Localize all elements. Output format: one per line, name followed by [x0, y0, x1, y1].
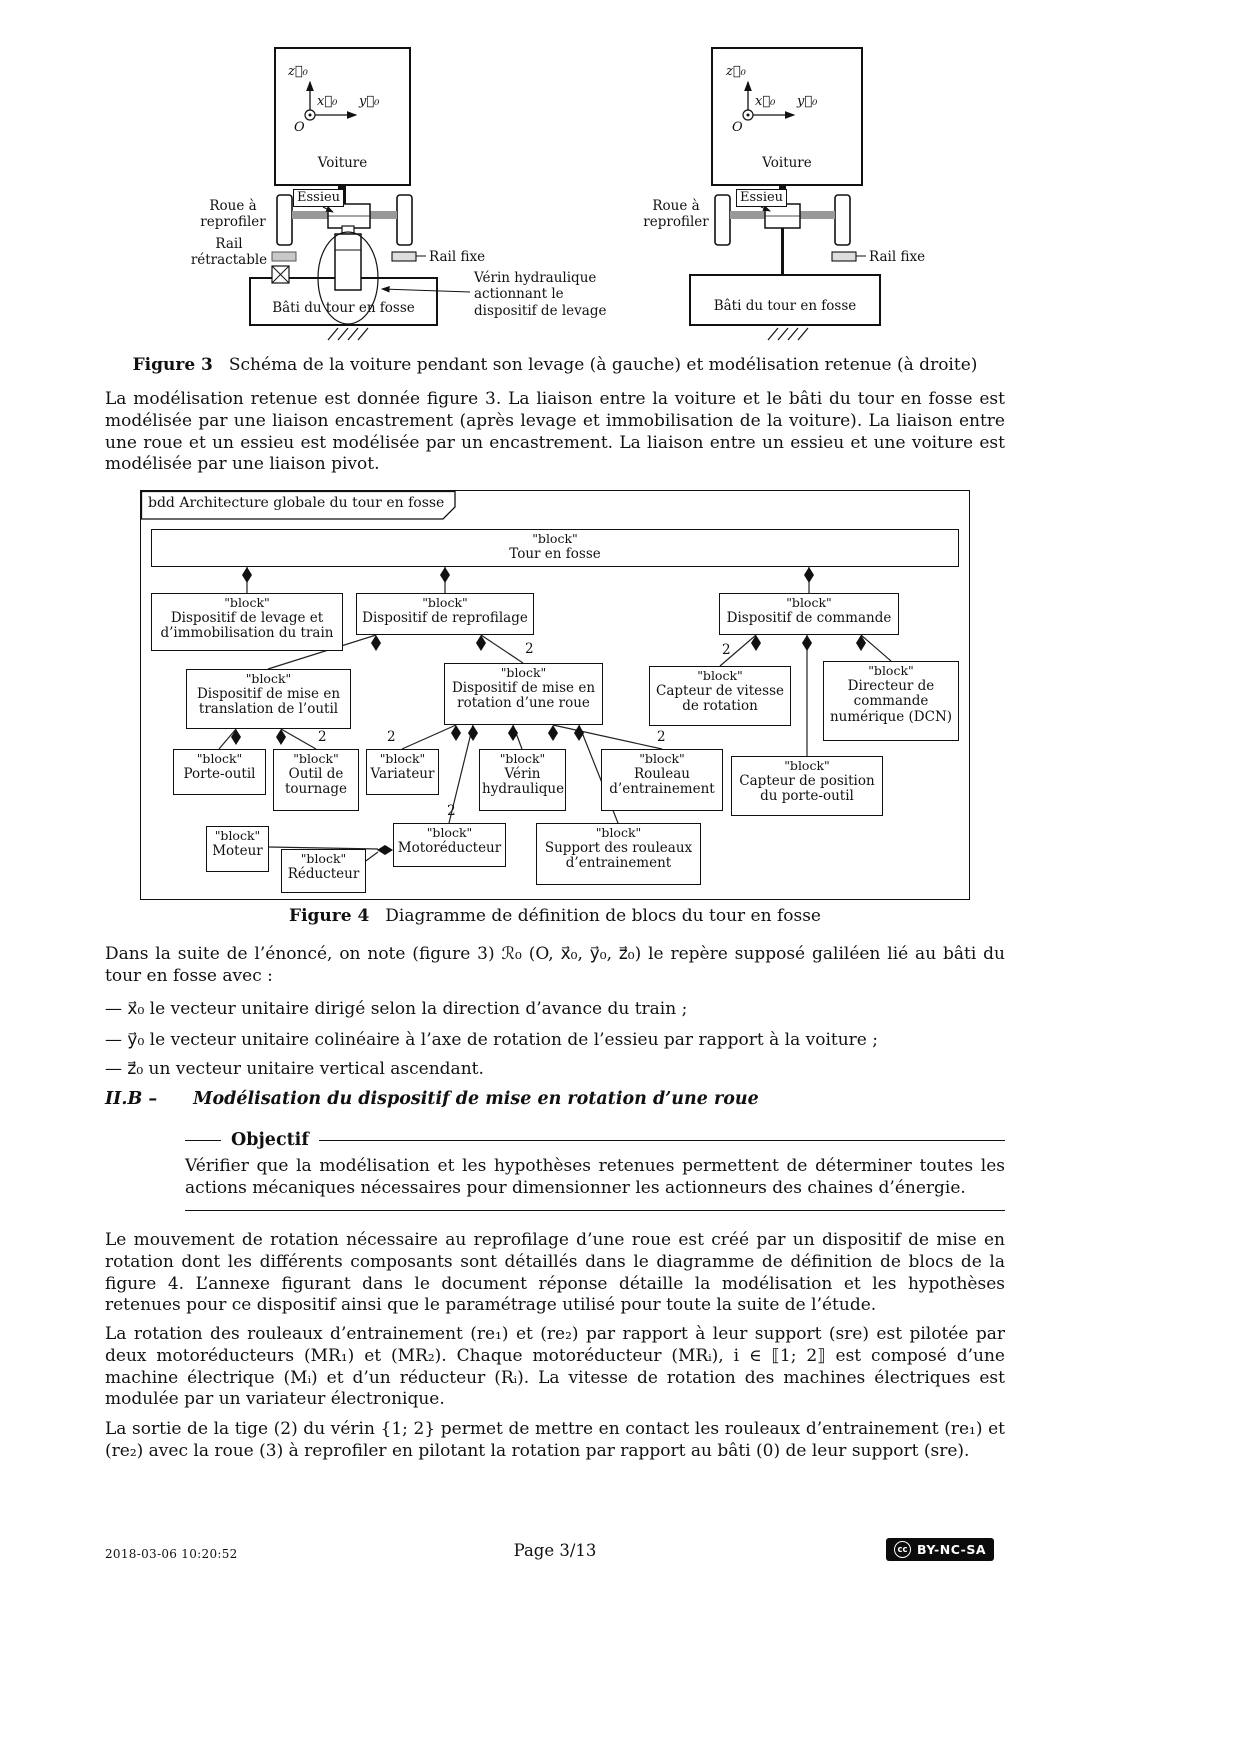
section-title: Modélisation du dispositif de mise en rotation d’une roue [193, 1089, 759, 1109]
verin-hydraulique-label: Vérin hydraulique actionnant le dispositif de levage [474, 270, 607, 319]
block-stereotype: "block" [422, 595, 468, 610]
block-stereotype: "block" [214, 828, 261, 843]
axis-z-label: z⃗₀ [288, 64, 308, 79]
multiplicity-motoreducteur: 2 [447, 803, 456, 819]
block-stereotype: "block" [426, 825, 473, 840]
block-name: Variateur [370, 765, 435, 782]
roue-a-reprofiler-label: Roue à reprofiler [200, 198, 266, 231]
block-stereotype: "block" [293, 751, 339, 766]
block-name: Dispositif de reprofilage [362, 609, 528, 626]
figure4-caption-label: Figure 4 [289, 906, 370, 926]
block-stereotype: "block" [532, 531, 578, 546]
multiplicity-rotation: 2 [525, 641, 534, 657]
figure4-bdd-frame [140, 490, 970, 900]
block-name: Vérin hydraulique [482, 765, 565, 798]
figure4-caption-text: Diagramme de définition de blocs du tour en fosse [385, 906, 821, 926]
cc-license-badge [886, 1538, 994, 1561]
block-stereotype: "block" [784, 758, 830, 773]
block-name: Capteur de position du porte-outil [739, 772, 875, 805]
cc-license-label: BY-NC-SA [917, 1542, 987, 1557]
bati-label: Bâti du tour en fosse [713, 298, 857, 314]
block-mise-en-rotation [444, 663, 603, 725]
cc-logo-icon: cc [894, 1541, 911, 1558]
paragraph-rotation-rouleaux: La rotation des rouleaux d’entrainement (re₁) et (re₂) par rapport à leur support (sre) est pilotée par deux motoréducteurs (MR₁) et (MR₂). Chaque motoréducteur (MRᵢ), i ∈ ⟦1; 2⟧ est composé d’une machine électrique (Mᵢ) et d’un réducteur (Rᵢ). La vitesse de rotation des machines électriques est modulée par un variateur électronique. [105, 1324, 1005, 1410]
objectif-text: Vérifier que la modélisation et les hypothèses retenues permettent de déterminer toutes les actions mécaniques nécessaires pour dimensionner les actionneurs des chaines d’énergie. [185, 1156, 1005, 1199]
axis-y-label: y⃗₀ [359, 94, 380, 109]
block-stereotype: "block" [379, 751, 426, 766]
block-stereotype: "block" [868, 663, 914, 678]
footer-timestamp: 2018-03-06 10:20:52 [105, 1547, 238, 1561]
voiture-label: Voiture [762, 155, 812, 171]
block-name: Dispositif de commande [726, 609, 892, 626]
axis-y-label: y⃗₀ [797, 94, 818, 109]
block-name: Réducteur [287, 865, 360, 882]
objectif-rule-bottom [185, 1210, 1005, 1211]
objectif-box [185, 1130, 1005, 1211]
block-capteur-vitesse [649, 666, 791, 726]
block-dispositif-commande [719, 593, 899, 635]
block-rouleau-entrainement [601, 749, 723, 811]
block-name: Capteur de vitesse de rotation [656, 682, 784, 715]
block-name: Dispositif de mise en translation de l’outil [196, 685, 341, 718]
rail-retractable-label: Rail rétractable [190, 236, 268, 269]
block-name: Dispositif de mise en rotation d’une roue [451, 679, 596, 712]
block-name: Support des rouleaux d’entrainement [544, 839, 693, 872]
block-motoreducteur [393, 823, 506, 867]
voiture-label: Voiture [317, 155, 368, 171]
block-name: Motoréducteur [397, 839, 502, 856]
bati-label: Bâti du tour en fosse [272, 300, 415, 316]
block-name: Porte-outil [183, 765, 256, 782]
figure4-caption [105, 906, 1005, 926]
objectif-header [185, 1130, 1005, 1150]
block-reducteur [281, 849, 366, 893]
block-name: Tour en fosse [509, 545, 601, 562]
footer-page-number: Page 3/13 [513, 1541, 597, 1560]
paragraph-sortie-tige: La sortie de la tige (2) du vérin {1; 2} permet de mettre en contact les rouleaux d’entrainement (re₁) et (re₂) avec la roue (3) à reprofiler en pilotant la rotation par rapport au bâti (0) de leur support (sre). [105, 1419, 1005, 1461]
block-verin-hydraulique [479, 749, 566, 811]
paragraph-mouvement-rotation: Le mouvement de rotation nécessaire au reprofilage d’une roue est créé par un dispositif de mise en rotation dont les différents composants sont détaillés dans le diagramme de définition de blocs de la figure 4. L’annexe figurant dans le document réponse détaille la modélisation et les hypothèses retenues pour ce dispositif ainsi que le paramétrage utilisé pour toute la suite de l’étude. [105, 1230, 1005, 1316]
figure3-right-diagram [640, 40, 940, 352]
paragraph-repere: Dans la suite de l’énoncé, on note (figure 3) ℛ₀ (O, x⃗₀, y⃗₀, z⃗₀) le repère supposé galiléen lié au bâti du tour en fosse avec : [105, 944, 1005, 986]
block-dispositif-levage [151, 593, 343, 651]
multiplicity-rouleau: 2 [657, 729, 666, 745]
axis-x-label: x⃗₀ [755, 94, 776, 109]
block-capteur-position [731, 756, 883, 816]
multiplicity-capteur-vitesse: 2 [722, 642, 731, 658]
essieu-label: Essieu [736, 189, 787, 207]
bdd-frame-label: bdd Architecture globale du tour en fosse [148, 495, 445, 511]
figure3-caption-text: Schéma de la voiture pendant son levage (à gauche) et modélisation retenue (à droite) [228, 355, 978, 375]
multiplicity-outil: 2 [318, 729, 327, 745]
bullet-z0: — z⃗₀ un vecteur unitaire vertical ascendant. [105, 1059, 484, 1079]
axis-x-label: x⃗₀ [317, 94, 338, 109]
bullet-y0: — y⃗₀ le vecteur unitaire colinéaire à l’axe de rotation de l’essieu par rapport à la voiture ; [105, 1030, 878, 1050]
block-name: Moteur [212, 842, 263, 859]
block-stereotype: "block" [639, 751, 685, 766]
block-name: Outil de tournage [284, 765, 348, 798]
block-name: Dispositif de levage et d’immobilisation du train [160, 609, 334, 642]
block-stereotype: "block" [499, 751, 546, 766]
rail-fixe-label: Rail fixe [869, 249, 926, 265]
block-stereotype: "block" [196, 751, 243, 766]
block-stereotype: "block" [245, 671, 292, 686]
objectif-rule-left [185, 1140, 221, 1141]
block-stereotype: "block" [300, 851, 347, 866]
objectif-rule-right [319, 1140, 1005, 1141]
paragraph-modelisation: La modélisation retenue est donnée figure 3. La liaison entre la voiture et le bâti du tour en fosse est modélisée par une liaison encastrement (après levage et immobilisation de la voiture). La liaison entre une roue et un essieu est modélisée par un encastrement. La liaison entre un essieu et une voiture est modélisée par une liaison pivot. [105, 389, 1005, 475]
origin-label: O [294, 120, 305, 135]
block-variateur [366, 749, 439, 795]
axis-z-label: z⃗₀ [726, 64, 746, 79]
bullet-x0: — x⃗₀ le vecteur unitaire dirigé selon la direction d’avance du train ; [105, 999, 688, 1019]
block-support-rouleaux [536, 823, 701, 885]
block-stereotype: "block" [224, 595, 270, 610]
block-mise-en-translation [186, 669, 351, 729]
multiplicity-variateur: 2 [387, 729, 396, 745]
section-number: II.B – [105, 1089, 158, 1109]
origin-label: O [732, 120, 743, 135]
block-stereotype: "block" [595, 825, 642, 840]
essieu-label: Essieu [293, 189, 344, 207]
block-name: Directeur de commande numérique (DCN) [829, 677, 953, 725]
block-stereotype: "block" [697, 668, 743, 683]
block-dispositif-reprofilage [356, 593, 534, 635]
block-dcn [823, 661, 959, 741]
roue-a-reprofiler-label: Roue à reprofiler [643, 198, 709, 231]
block-tour-en-fosse [151, 529, 959, 567]
rail-fixe-label: Rail fixe [429, 249, 486, 265]
objectif-title: Objectif [231, 1130, 309, 1150]
block-name: Rouleau d’entrainement [609, 765, 715, 798]
figure3-left-diagram [190, 40, 620, 352]
block-stereotype: "block" [500, 665, 547, 680]
block-outil-tournage [273, 749, 359, 811]
block-moteur [206, 826, 269, 872]
section-heading [105, 1089, 1005, 1109]
figure3-caption [105, 355, 1005, 375]
figure3-caption-label: Figure 3 [132, 355, 213, 375]
block-porte-outil [173, 749, 266, 795]
block-stereotype: "block" [786, 595, 832, 610]
